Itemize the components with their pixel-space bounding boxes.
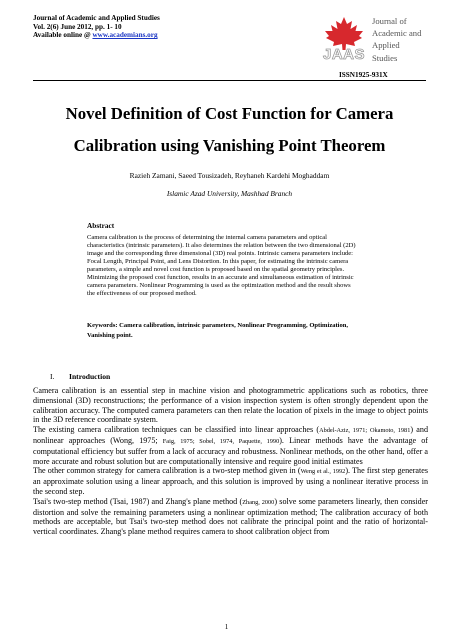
text-run: The existing camera calibration techniques can be classified into linear approaches (	[33, 425, 320, 435]
title-line: Novel Definition of Cost Function for Camera	[65, 104, 394, 123]
abstract-line: Focal Length, Principal Point, and Lens Distortion. In this paper, for estimating the intrinsic camera	[87, 258, 349, 266]
available-label: Available online @	[33, 31, 93, 40]
section-number: I.	[50, 372, 55, 381]
paragraph	[33, 466, 428, 496]
paragraph	[33, 425, 428, 466]
section-heading	[50, 372, 110, 381]
text-run: Tsai's two-step method (Tsai, 1987) and Zhang's plane method (	[33, 496, 243, 506]
page-number: 1	[224, 623, 229, 631]
journal-logo	[319, 12, 425, 66]
authors: Razieh Zamani, Saeed Tousizadeh, Reyhaneh Kardehi Moghaddam	[129, 171, 330, 180]
abstract-line: parameters, a simple and novel cost function is proposed based on the spatial geometry principles.	[87, 266, 345, 274]
journal-info	[33, 14, 160, 40]
journal-name: Journal of Academic and Applied Studies	[33, 14, 160, 22]
logo-text-line: Applied Studies	[372, 40, 400, 63]
keywords-line: Vanishing point.	[87, 331, 133, 339]
text-run: ). The first step generates an approximate solution using a linear approach, and this solution is improved by using a nonlinear iterative process in the second step.	[33, 466, 429, 496]
abstract-heading: Abstract	[87, 221, 115, 230]
header-rule	[33, 80, 426, 81]
logo-text-line: Academic and	[372, 28, 422, 39]
abstract-line: Camera calibration is the process of determining the internal camera parameters and optical	[87, 234, 327, 241]
text-run: ). Linear methods have the advantage of computational efficiency but suffer from a lack of accuracy and robustness. Nonlinear methods, on the other hand, offer a more accurate and robust solution but are computationally intensive and require good initial estimates	[33, 435, 428, 466]
citation: Abdel-Aziz, 1971; Okamoto, 1981	[319, 427, 411, 435]
issn: ISSN1925-931X	[339, 71, 388, 79]
logo-mark-icon	[319, 16, 369, 62]
journal-volume: Vol. 2(6) June 2012, pp. 1- 10	[33, 22, 122, 31]
keywords-line: Keywords: Camera calibration, intrinsic parameters, Nonlinear Programming, Optimization,	[87, 322, 349, 329]
paper-title	[33, 98, 426, 162]
title-line: Calibration using Vanishing Point Theorem	[73, 136, 386, 155]
abstract-body	[87, 234, 371, 298]
citation: Zhang, 2000	[242, 498, 275, 506]
logo-letters: JAAS	[322, 46, 366, 62]
citation: Faig, 1975; Sobel, 1974, Paquette, 1990	[162, 437, 280, 445]
abstract-line: the effectiveness of our proposed method.	[87, 290, 197, 298]
logo-text	[372, 15, 425, 64]
abstract-line: Minimizing the proposed cost function, results in an accurate and simultaneous estimation of intrinsic	[87, 274, 354, 282]
paragraph	[33, 497, 428, 537]
abstract-line: image and the corresponding three dimensional (3D) real points. Intrinsic camera parameters include:	[87, 250, 353, 258]
abstract-line: camera parameters. Nonlinear Programming is used as the optimization method and the result shows	[87, 282, 351, 290]
paragraph: Camera calibration is an essential step in machine vision and photogrammetric applications such as robotics, three dimensional (3D) reconstructions; the performance of a vision inspection system is often strongly dependent upon the calibration accuracy. The computed camera parameters can then relate the location of pixels in the image to object points in the 3D reference coordinate system.	[33, 386, 428, 425]
affiliation: Islamic Azad University, Mashhad Branch	[166, 189, 293, 198]
abstract-line: characteristics (intrinsic parameters). It also determines the relation between the two dimensional (2D)	[87, 242, 356, 250]
body-text	[33, 386, 428, 537]
journal-availability	[33, 31, 160, 40]
keywords	[87, 321, 371, 340]
section-title: Introduction	[69, 372, 111, 381]
journal-url-link[interactable]: www.academians.org	[92, 31, 158, 40]
text-run: ) and nonlinear approaches (Wong, 1975;	[33, 425, 428, 445]
text-run: The other common strategy for camera calibration is a two-step method given in (	[33, 466, 301, 476]
logo-text-line: Journal of	[372, 16, 407, 26]
text-run: ) solve some parameters linearly, then consider distortion and solve the remaining parameters using a nonlinear optimization method; The calibration accuracy of both methods are acceptable, but Tsai's two-step method does not calibrate the principal point and the ratio of horizontal-vertical coordinates. Zhang's plane method requires camera to shoot calibration object from	[33, 496, 429, 537]
citation: Weng et al., 1992	[300, 468, 346, 476]
